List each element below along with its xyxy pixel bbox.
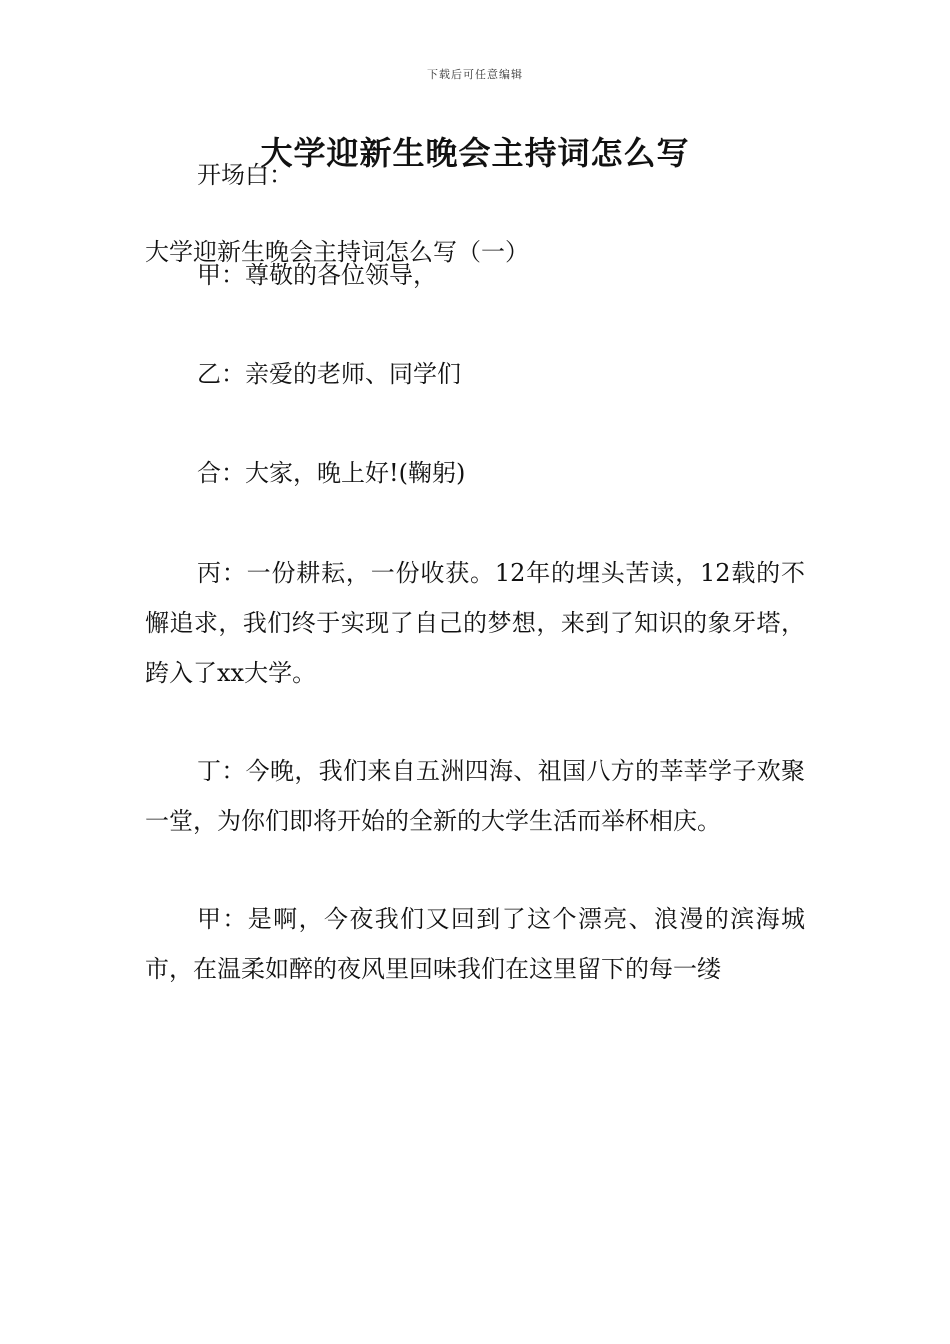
section-heading: 大学迎新生晚会主持词怎么写（一）	[145, 238, 529, 266]
paragraph-speaker-jia-2: 甲：是啊，今夜我们又回到了这个漂亮、浪漫的滨海城市，在温柔如醉的夜风里回味我们在这里留下的每一缕	[145, 905, 805, 983]
paragraph-speaker-ding: 丁：今晚，我们来自五洲四海、祖国八方的莘莘学子欢聚一堂，为你们即将开始的全新的大学生活而举杯相庆。	[145, 757, 805, 835]
paragraph-speaker-yi: 乙：亲爱的老师、同学们	[197, 360, 461, 388]
header-note: 下载后可任意编辑	[427, 68, 523, 81]
paragraph-together: 合：大家，晚上好!(鞠躬)	[197, 459, 466, 487]
paragraph-speaker-jia: 甲：尊敬的各位领导，	[197, 261, 437, 289]
paragraph-opening: 开场白：	[197, 161, 293, 189]
paragraph-speaker-bing: 丙：一份耕耘，一份收获。12年的埋头苦读，12载的不懈追求，我们终于实现了自己的梦想，来到了知识的象牙塔，跨入了xx大学。	[145, 559, 805, 687]
document-title: 大学迎新生晚会主持词怎么写	[260, 134, 690, 172]
